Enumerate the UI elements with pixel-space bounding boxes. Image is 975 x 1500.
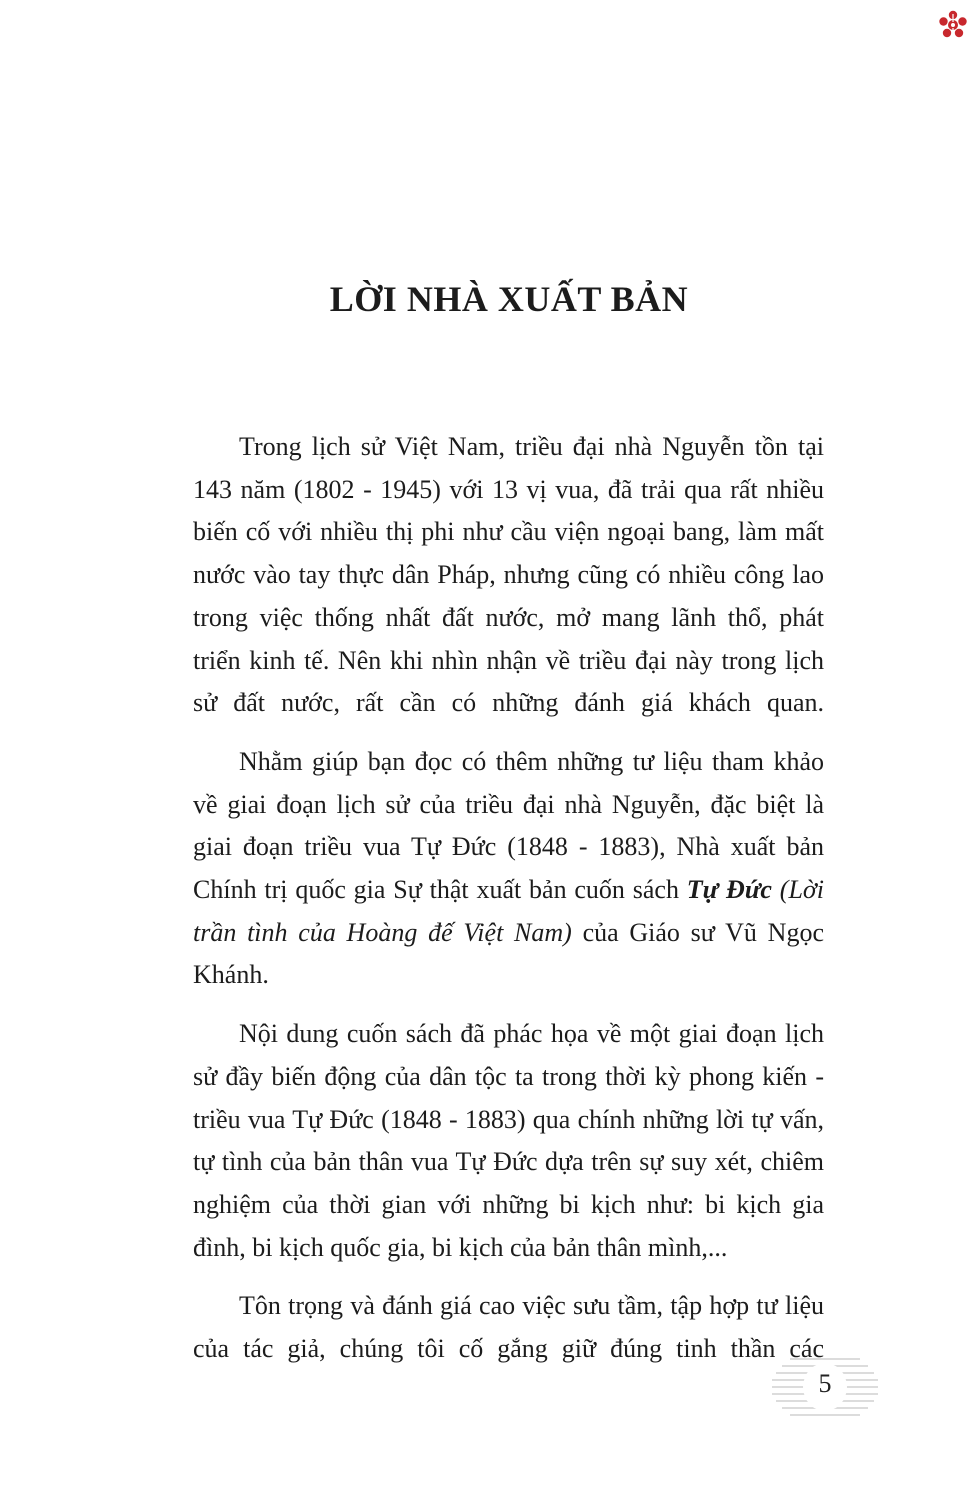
publisher-logo-icon (938, 10, 968, 40)
paragraph: Tôn trọng và đánh giá cao việc sưu tầm, tập hợp tư liệu của tác giả, chúng tôi cố gắng giữ đúng tinh thần các (193, 1291, 824, 1364)
page-number: 5 (818, 1369, 832, 1398)
paragraph: Nội dung cuốn sách đã phác họa về một giai đoạn lịch sử đầy biến động của dân tộc ta trong thời kỳ phong kiến - triều vua Tự Đức (1848 - 1883) qua chính những lời tự vấn, tự tình của bản thân vua Tự Đức dựa trên sự suy xét, chiêm nghiệm của thời gian với những bi kịch như: bi kịch gia đình, bi kịch quốc gia, bi kịch của bản thân mình,... (193, 1019, 824, 1262)
paragraph: Trong lịch sử Việt Nam, triều đại nhà Nguyễn tồn tại 143 năm (1802 - 1945) với 13 vị vua, đã trải qua rất nhiều biến cố với nhiều thị phi như cầu viện ngoại bang, làm mất nước vào tay thực dân Pháp, nhưng cũng có nhiều công lao trong việc thống nhất đất nước, mở mang lãnh thổ, phát triển kinh tế. Nên khi nhìn nhận về triều đại này trong lịch sử đất nước, rất cần có những đánh giá khách quan. (193, 432, 824, 718)
book-subtitle: (Lời trần tình của Hoàng đế Việt Nam) (193, 875, 825, 947)
page-number-block (770, 1353, 880, 1423)
body-text (193, 426, 824, 1387)
page-title: LỜI NHÀ XUẤT BẢN (329, 279, 689, 319)
paragraph (193, 741, 824, 997)
paragraph-text: Nhằm giúp bạn đọc có thêm những tư liệu tham khảo về giai đoạn lịch sử của triều đại nhà Nguyễn, đặc biệt là giai đoạn triều vua Tự Đức (1848 - 1883), Nhà xuất bản Chính trị quốc gia Sự thật xuất bản cuốn sách (193, 746, 824, 905)
paragraph-text: của Giáo sư Vũ Ngọc Khánh. (193, 917, 824, 990)
book-title-bold: Tự Đức (686, 875, 772, 905)
